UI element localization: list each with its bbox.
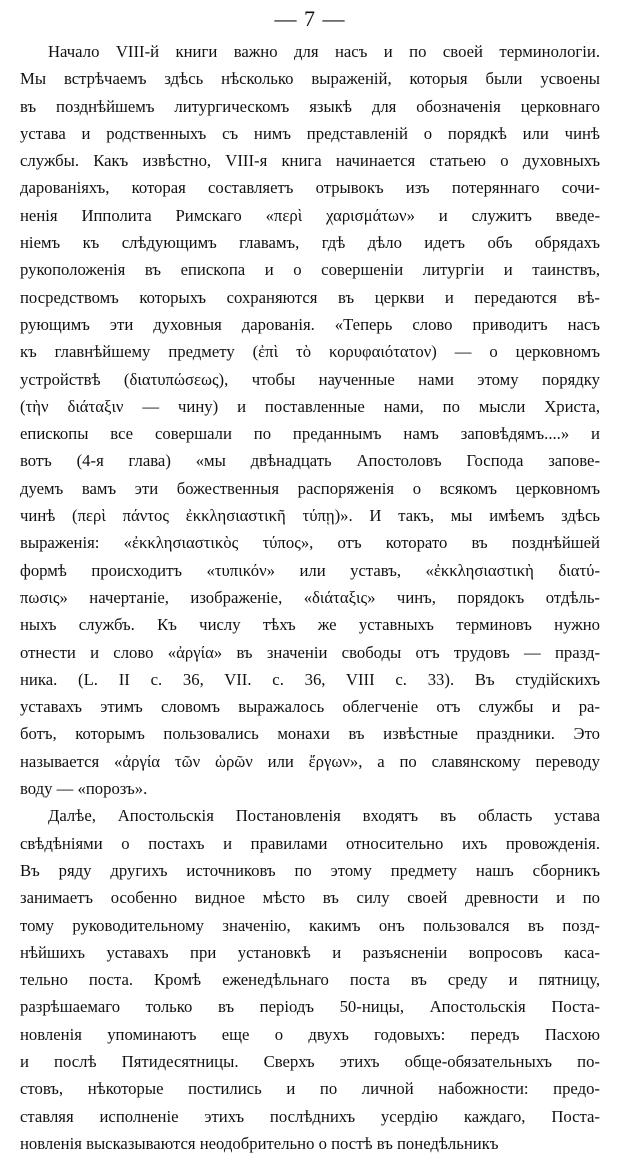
page-number: — 7 —: [274, 6, 346, 31]
text-line: ставляя исполненіе этихъ послѣднихъ усердію каждаго, Поста-: [20, 1106, 600, 1126]
text-line: рукоположенія въ епископа и о совершеніи литургіи и таинствъ,: [20, 260, 600, 280]
text-line: уставахъ этимъ словомъ выражалось облегченіе отъ службы и ра-: [20, 697, 600, 717]
text-line: ныхъ службъ. Къ числу тѣхъ же уставныхъ терминовъ нужно: [20, 615, 600, 635]
text-line: епископы все совершали по преданнымъ намъ заповѣдямъ....» и: [20, 424, 600, 444]
text-line: πωσις» начертаніе, изображеніе, «διάταξις» чинъ, порядокъ отдѣль-: [20, 587, 600, 607]
text-line: называется «ἀργία τῶν ὡρῶν или ἔργων», а по славянскому переводу: [20, 751, 600, 771]
text-line: вотъ (4-я глава) «мы двѣнадцать Апостоловъ Господа запове-: [20, 451, 600, 471]
text-line: устава и родственныхъ съ нимъ представленій о порядкѣ или чинѣ: [20, 123, 600, 143]
text-line: дарованіяхъ, которая составляетъ отрывокъ изъ потеряннаго сочи-: [20, 178, 600, 198]
text-line: (τὴν διάταξιν — чину) и поставленные нами, по мысли Христа,: [20, 396, 600, 416]
text-line: службы. Какъ извѣстно, VIII-я книга начинается статьею о духовныхъ: [20, 151, 600, 171]
text-line: посредствомъ которыхъ сохраняются въ церкви и передаются вѣ-: [20, 287, 600, 307]
text-line: въ позднѣйшемъ литургическомъ языкѣ для обозначенія церковнаго: [20, 96, 600, 116]
text-line: къ главнѣйшему предмету (ἐπὶ τὸ κορυφαιότατον) — о церковномъ: [20, 342, 600, 362]
text-line: занимаетъ особенно видное мѣсто въ силу своей древности и по: [20, 888, 600, 908]
body-text: [20, 38, 600, 1157]
text-line: Начало VIII-й книги важно для насъ и по своей терминологіи.: [48, 42, 600, 61]
text-line: рующимъ эти духовныя дарованія. «Теперь слово приводитъ насъ: [20, 314, 600, 334]
text-line: Мы встрѣчаемъ здѣсь нѣсколько выраженій, которыя были усвоены: [20, 69, 600, 89]
text-line: воду — «порозъ».: [20, 779, 148, 799]
text-line: свѣдѣніями о постахъ и правилами относительно ихъ провожденія.: [20, 833, 600, 853]
text-line: Далѣе, Апостольскія Постановленія входятъ въ область устава: [48, 806, 600, 826]
text-line: ботъ, которымъ пользовались монахи въ извѣстные праздники. Это: [20, 724, 600, 744]
text-line: устройствѣ (διατυπώσεως), чтобы наученные нами этому порядку: [20, 369, 600, 389]
text-line: чинѣ (περὶ πάντος ἐκκλησιαστικῆ τύπῃ)». И такъ, мы имѣемъ здѣсь: [20, 506, 600, 526]
text-line: Въ ряду другихъ источниковъ по этому предмету нашъ сборникъ: [20, 860, 600, 880]
text-line: формѣ происходитъ «τυπικόν» или уставъ, «ἐκκλησιαστικὴ διατύ-: [20, 560, 600, 580]
text-line: ненія Ипполита Римскаго «περὶ χαρισμάτων» и служитъ введе-: [20, 205, 600, 225]
text-line: тому руководительному значенію, какимъ онъ пользовался въ позд-: [20, 915, 600, 935]
text-line: выраженія: «ἐκκλησιαστικὸς τύπος», отъ которато въ позднѣйшей: [20, 533, 600, 553]
paragraph: [20, 802, 600, 1157]
text-line: ніемъ къ слѣдующимъ главамъ, гдѣ дѣло идетъ объ обрядахъ: [20, 233, 600, 253]
text-line: дуемъ вамъ эти божественныя распоряженія о всякомъ церковномъ: [20, 478, 600, 498]
text-line: разрѣшаемаго только въ періодъ 50-ницы, Апостольскія Поста-: [20, 997, 600, 1017]
text-line: ника. (L. II c. 36, VII. c. 36, VIII c. 33). Въ студійскихъ: [20, 669, 600, 689]
paragraph: [20, 38, 600, 802]
text-line: новленія высказываются неодобрительно о постѣ въ понедѣльникъ: [20, 1133, 499, 1153]
text-line: новленія упоминаютъ еще о двухъ годовыхъ: передъ Пасхою: [20, 1024, 600, 1044]
text-line: стовъ, нѣкоторые постились и по личной набожности: предо-: [20, 1079, 600, 1099]
text-line: нѣйшихъ уставахъ при установкѣ и разъясненіи вопросовъ каса-: [20, 942, 600, 962]
text-line: отнести и слово «ἀργία» въ значеніи свободы отъ трудовъ — празд-: [20, 642, 600, 662]
text-line: тельно поста. Кромѣ еженедѣльнаго поста въ среду и пятницу,: [20, 970, 600, 990]
text-line: и послѣ Пятидесятницы. Сверхъ этихъ обще-обязательныхъ по-: [20, 1051, 600, 1071]
